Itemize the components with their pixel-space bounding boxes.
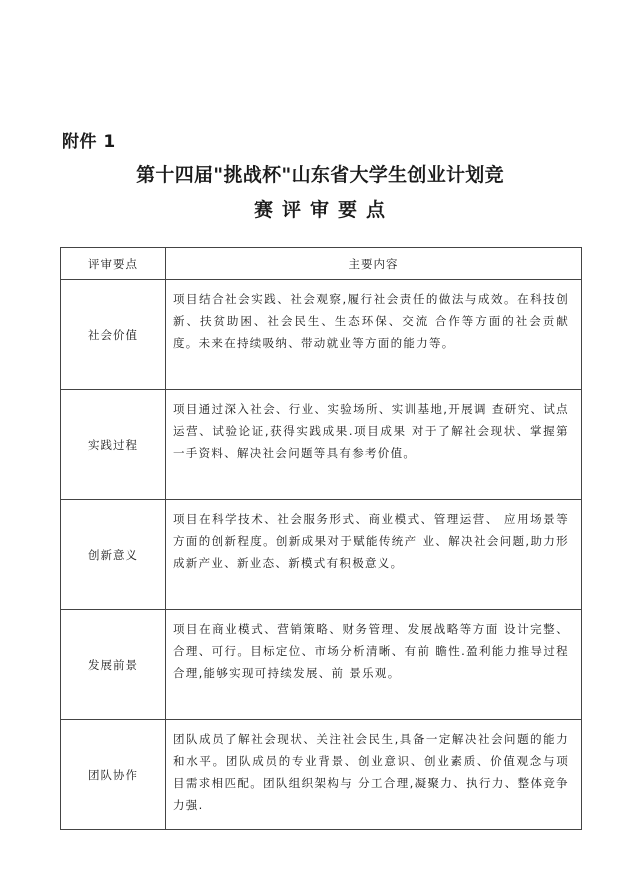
criterion-content: 团队成员了解社会现状、关注社会民生,具备一定解决社会问题的能力和水平。团队成员的专业背景、创业意识、创业素质、价值观念与项目需求相匹配。团队组织架构与 分工合理,凝聚力、执行力、整体竞争力强.: [166, 720, 582, 830]
criteria-table: [60, 247, 582, 830]
document-title-line-2: 赛评审要点: [253, 199, 394, 221]
table-row: [61, 280, 582, 390]
header-content: 主要内容: [166, 248, 582, 280]
table-row: [61, 390, 582, 500]
criterion-content: 项目通过深入社会、行业、实验场所、实训基地,开展调 查研究、试点运营、试验论证,获得实践成果.项目成果 对于了解社会现状、掌握第一手资料、解决社会问题等具有参考价值。: [166, 390, 582, 500]
criterion-label: 发展前景: [61, 610, 166, 720]
criterion-content: 项目在科学技术、社会服务形式、商业模式、管理运营、 应用场景等方面的创新程度。创新成果对于赋能传统产 业、解决社会问题,助力形成新产业、新业态、新模式有积极意义。: [166, 500, 582, 610]
criterion-content: 项目结合社会实践、社会观察,履行社会责任的做法与成效。在科技创新、扶贫助困、社会民生、生态环保、交流 合作等方面的社会贡献度。未来在持续吸纳、带动就业等方面的能力等。: [166, 280, 582, 390]
criterion-label: 社会价值: [61, 280, 166, 390]
document-title-line-1: 第十四届"挑战杯"山东省大学生创业计划竞: [136, 164, 504, 186]
criterion-label: 团队协作: [61, 720, 166, 830]
table-row: [61, 720, 582, 830]
table-row: [61, 610, 582, 720]
table-header-row: [61, 248, 582, 280]
criterion-content: 项目在商业模式、营销策略、财务管理、发展战略等方面 设计完整、合理、可行。目标定位、市场分析清晰、有前 瞻性.盈利能力推导过程合理,能够实现可持续发展、前 景乐观。: [166, 610, 582, 720]
criterion-label: 创新意义: [61, 500, 166, 610]
table-row: [61, 500, 582, 610]
header-criteria: 评审要点: [61, 248, 166, 280]
attachment-label: 附件 1: [62, 132, 116, 152]
criterion-label: 实践过程: [61, 390, 166, 500]
